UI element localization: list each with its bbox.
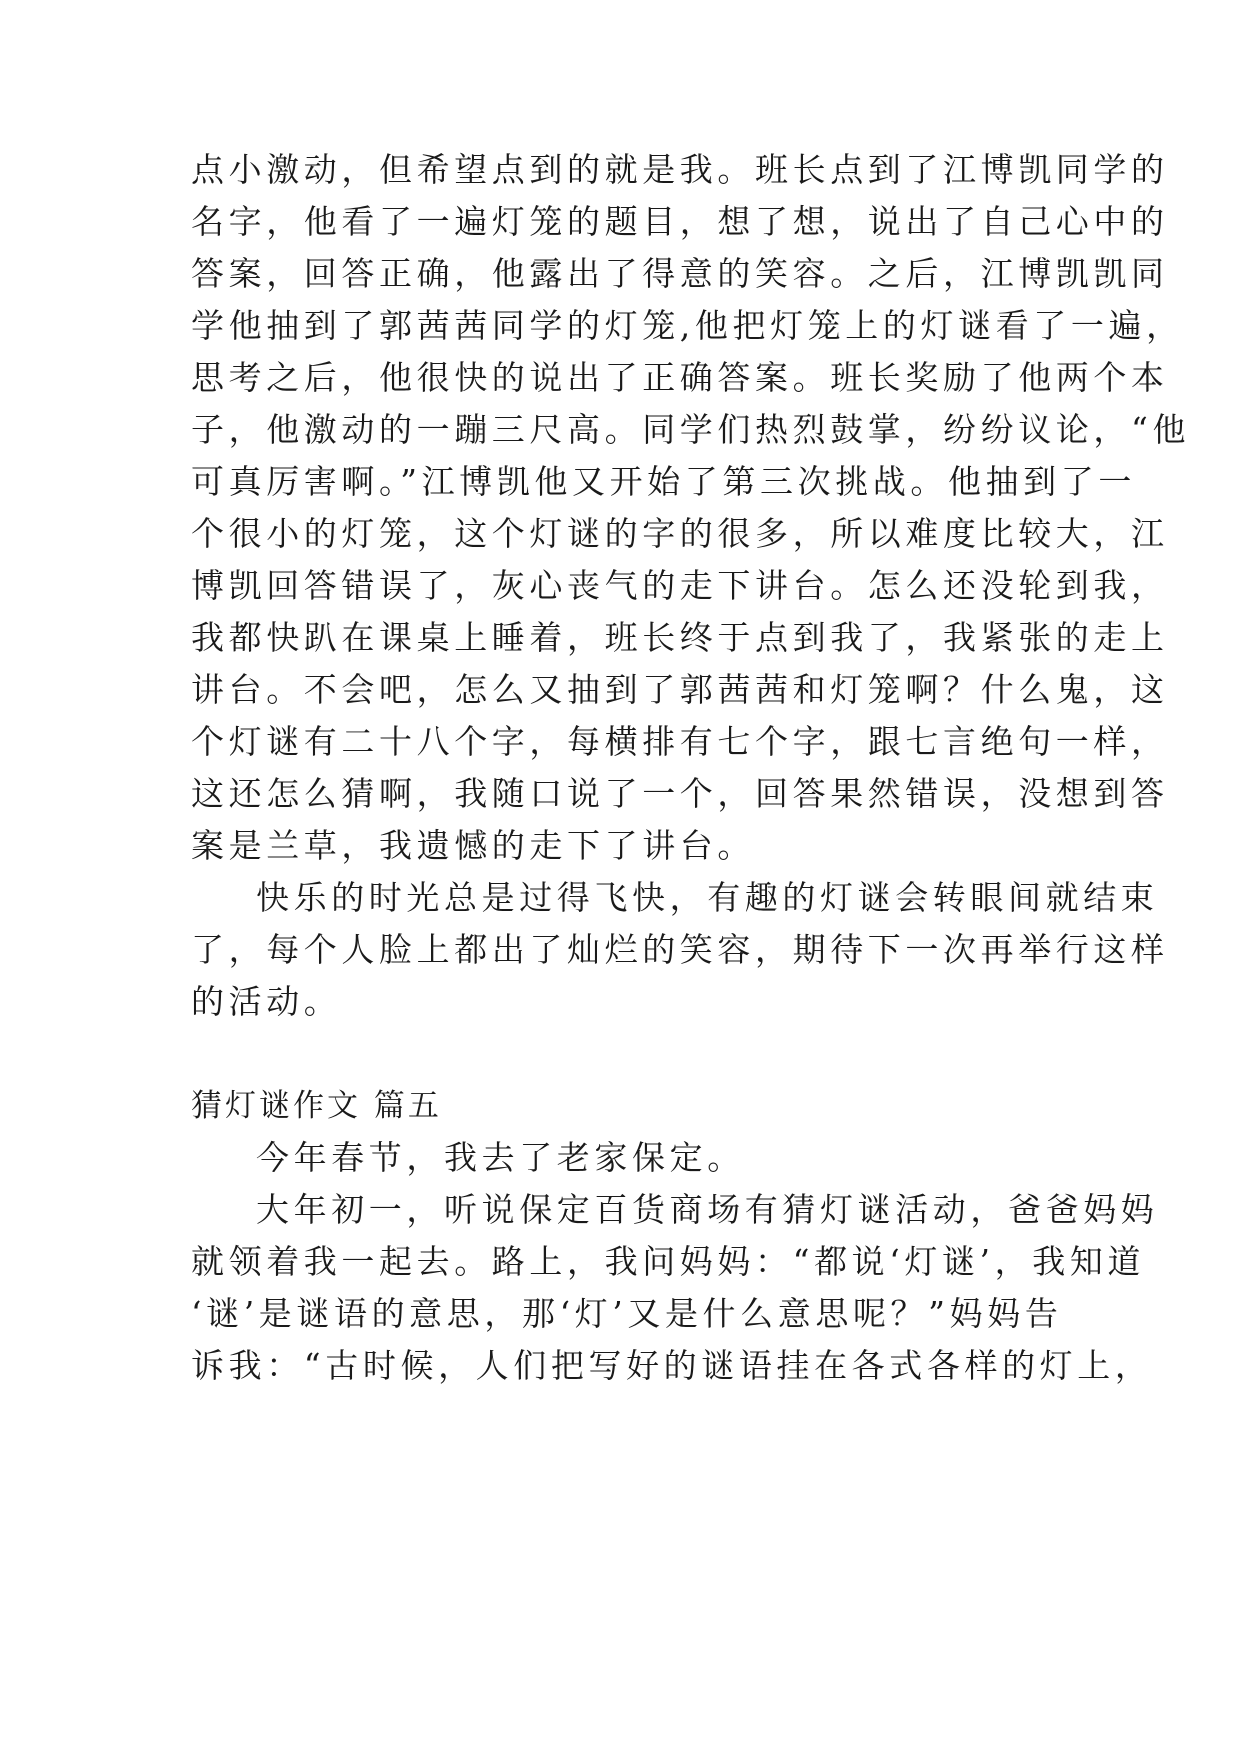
paragraph-line: 大年初一，听说保定百货商场有猜灯谜活动，爸爸妈妈 — [256, 1190, 1159, 1229]
paragraph-line: 我都快趴在课桌上睡着，班长终于点到我了，我紧张的走上 — [191, 618, 1169, 657]
paragraph-line: 个灯谜有二十八个字，每横排有七个字，跟七言绝句一样， — [191, 722, 1169, 761]
paragraph-line: 子，他激动的一蹦三尺高。同学们热烈鼓掌，纷纷议论，“他 — [191, 410, 1191, 449]
paragraph-line: 思考之后，他很快的说出了正确答案。班长奖励了他两个本 — [191, 358, 1169, 397]
paragraph-line: 快乐的时光总是过得飞快，有趣的灯谜会转眼间就结束 — [256, 878, 1159, 917]
paragraph-line: 的活动。 — [191, 982, 342, 1021]
section-heading: 猜灯谜作文 篇五 — [191, 1088, 442, 1124]
paragraph-line: 名字，他看了一遍灯笼的题目，想了想，说出了自己心中的 — [191, 202, 1169, 241]
paragraph-line: 个很小的灯笼，这个灯谜的字的很多，所以难度比较大，江 — [191, 514, 1169, 553]
paragraph-line: 了，每个人脸上都出了灿烂的笑容，期待下一次再举行这样 — [191, 930, 1169, 969]
paragraph-line: 案是兰草，我遗憾的走下了讲台。 — [191, 826, 755, 865]
paragraph-line: ‘谜’是谜语的意思，那‘灯’又是什么意思呢？”妈妈告 — [191, 1294, 1063, 1333]
paragraph-line: 学他抽到了郭茜茜同学的灯笼,他把灯笼上的灯谜看了一遍， — [191, 306, 1184, 345]
paragraph-line: 可真厉害啊。”江博凯他又开始了第三次挑战。他抽到了一 — [191, 462, 1136, 501]
paragraph-line: 就领着我一起去。路上，我问妈妈：“都说‘灯谜’，我知道 — [191, 1242, 1146, 1281]
paragraph-line: 博凯回答错误了，灰心丧气的走下讲台。怎么还没轮到我， — [191, 566, 1169, 605]
paragraph-line: 今年春节，我去了老家保定。 — [256, 1138, 745, 1177]
paragraph-line: 诉我：“古时候，人们把写好的谜语挂在各式各样的灯上， — [191, 1346, 1153, 1385]
paragraph-line: 这还怎么猜啊，我随口说了一个，回答果然错误，没想到答 — [191, 774, 1169, 813]
paragraph-line: 点小激动，但希望点到的就是我。班长点到了江博凯同学的 — [191, 150, 1169, 189]
paragraph-line: 讲台。不会吧，怎么又抽到了郭茜茜和灯笼啊？什么鬼，这 — [191, 670, 1169, 709]
paragraph-line: 答案，回答正确，他露出了得意的笑容。之后，江博凯凯同 — [191, 254, 1169, 293]
